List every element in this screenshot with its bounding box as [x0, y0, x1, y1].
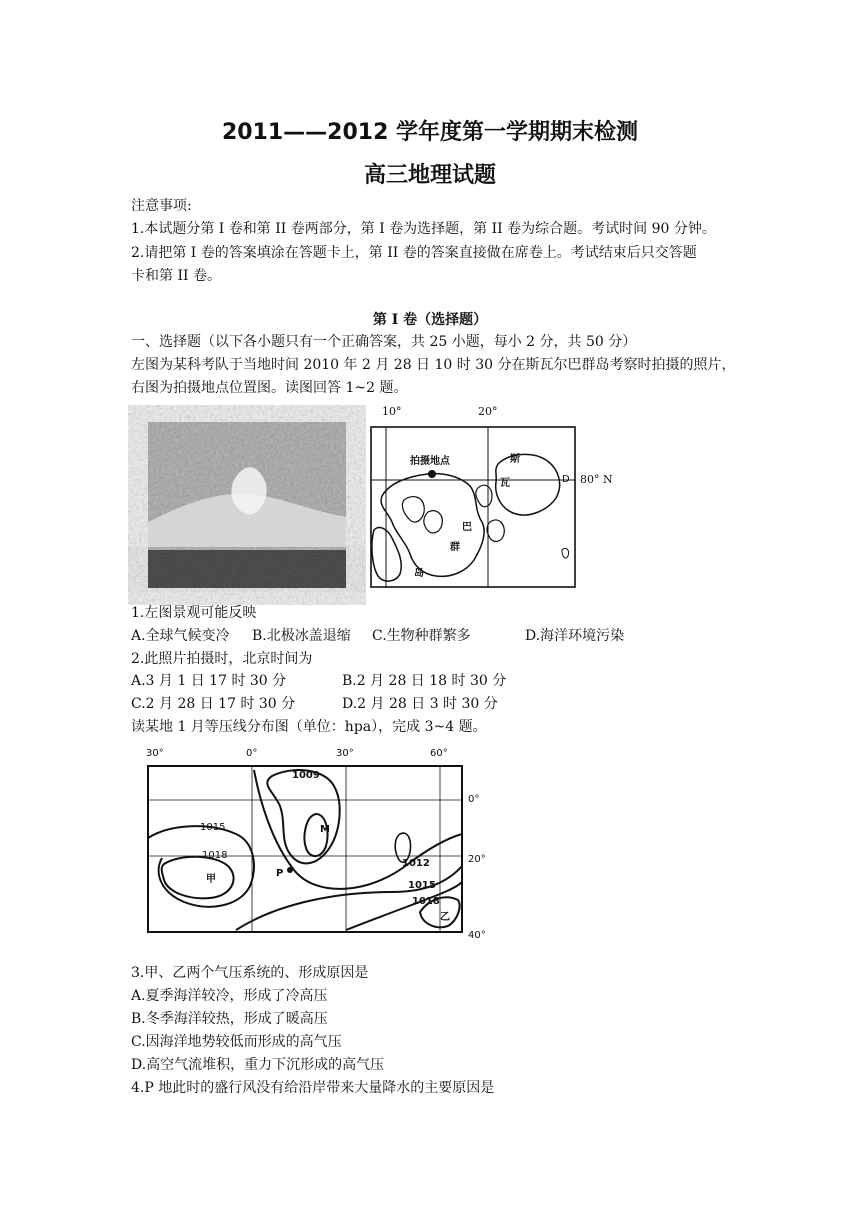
exam-subtitle: 高三地理试题	[363, 163, 496, 188]
point-jia: 甲	[206, 874, 216, 885]
isobar-1012-east: 1012	[402, 858, 430, 869]
point-m: M	[320, 824, 330, 835]
isobar-1015-west: 1015	[200, 822, 226, 833]
isobar-1018-west: 1018	[202, 850, 228, 861]
region-char-2: 瓦	[500, 478, 510, 489]
section-title: 第 I 卷（选择题）	[372, 312, 488, 328]
svalbard-location-map	[370, 426, 576, 588]
map1-lon-left: 10°	[382, 405, 402, 418]
q3-option-c: C.因海洋地势较低而形成的高气压	[131, 1034, 342, 1050]
q1-stem: 1.左图景观可能反映	[131, 605, 257, 621]
q3-option-d: D.高空气流堆积，重力下沉形成的高气压	[131, 1057, 385, 1073]
exam-title: 2011——2012 学年度第一学期期末检测	[221, 120, 639, 145]
region-char-1: 斯	[510, 454, 520, 465]
lat-label-2: 20°	[468, 854, 486, 865]
q1-option-b: B.北极冰盖退缩	[252, 628, 351, 644]
region-char-3: 巴	[462, 522, 472, 533]
expedition-photo	[148, 422, 346, 588]
notice-line-2a: 2.请把第 I 卷的答案填涂在答题卡上，第 II 卷的答案直接做在席卷上。考试结束后只交答题	[131, 245, 697, 261]
q2-stem: 2.此照片拍摄时，北京时间为	[131, 651, 313, 667]
isobar-map	[140, 742, 490, 942]
isobar-1009: 1009	[292, 770, 320, 781]
lon-label-2: 0°	[246, 748, 258, 759]
q1-option-d: D.海洋环境污染	[525, 628, 625, 644]
q1-option-a: A.全球气候变冷	[131, 628, 230, 644]
map1-lon-right: 20°	[478, 405, 498, 418]
q2-option-c: C.2 月 28 日 17 时 30 分	[131, 696, 296, 712]
lat-label-1: 0°	[468, 794, 480, 805]
lat-label-3: 40°	[468, 930, 486, 941]
intro-line-2: 右图为拍摄地点位置图。读图回答 1~2 题。	[131, 380, 408, 396]
notice-heading: 注意事项:	[131, 198, 192, 214]
point-yi: 乙	[440, 912, 450, 923]
map1-lat-label: 80° N	[580, 473, 613, 486]
q3-option-b: B.冬季海洋较热，形成了暖高压	[131, 1011, 328, 1027]
lon-label-4: 60°	[430, 748, 448, 759]
q1-option-c: C.生物种群繁多	[372, 628, 471, 644]
region-char-4: 群	[450, 542, 460, 553]
intro-line-1: 左图为某科考队于当地时间 2010 年 2 月 28 日 10 时 30 分在斯瓦尔巴群岛考察时拍摄的照片，	[131, 357, 736, 373]
q4-stem: 4.P 地此时的盛行风没有给沿岸带来大量降水的主要原因是	[131, 1080, 495, 1096]
region-char-5: 岛	[414, 568, 424, 579]
section-instruction: 一、选择题（以下各小题只有一个正确答案，共 25 小题，每小 2 分，共 50 分）	[131, 334, 637, 350]
notice-line-2b: 卡和第 II 卷。	[131, 268, 221, 284]
q3-stem: 3.甲、乙两个气压系统的、形成原因是	[131, 965, 369, 981]
q3-option-a: A.夏季海洋较冷，形成了冷高压	[131, 988, 328, 1004]
intro-q3-4: 读某地 1 月等压线分布图（单位：hpa），完成 3~4 题。	[131, 719, 487, 735]
map1-marker: D	[562, 474, 570, 485]
point-p: P	[276, 868, 284, 879]
isobar-1018-east: 1018	[412, 896, 440, 907]
isobar-1015-east: 1015	[408, 880, 436, 891]
q2-option-b: B.2 月 28 日 18 时 30 分	[342, 673, 507, 689]
q2-option-d: D.2 月 28 日 3 时 30 分	[342, 696, 498, 712]
shooting-point-label: 拍摄地点	[410, 456, 450, 467]
lon-label-1: 30°	[146, 748, 164, 759]
notice-line-1: 1.本试题分第 I 卷和第 II 卷两部分，第 I 卷为选择题，第 II 卷为综合题。考试时间 90 分钟。	[131, 221, 716, 237]
lon-label-3: 30°	[336, 748, 354, 759]
q2-option-a: A.3 月 1 日 17 时 30 分	[131, 673, 287, 689]
